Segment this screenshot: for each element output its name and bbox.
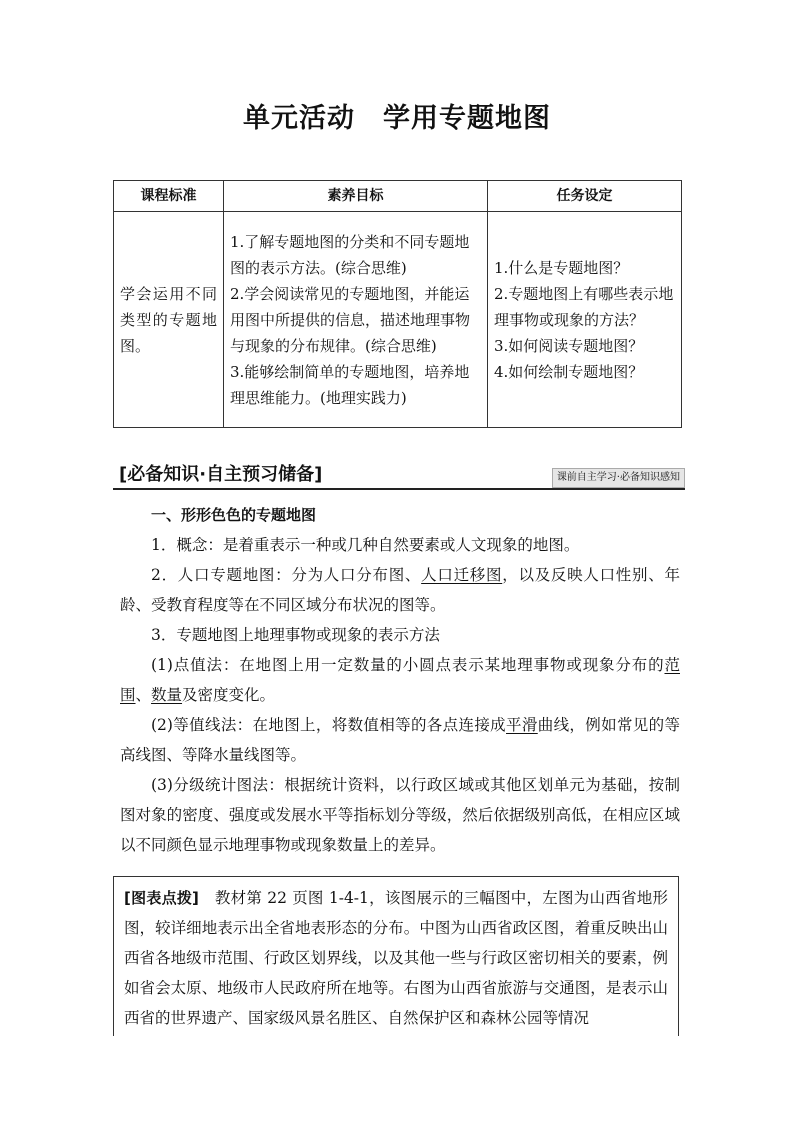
paragraph-dot-method: (1)点值法：在地图上用一定数量的小圆点表示某地理事物或现象分布的范围、数量及密度变化。	[120, 656, 680, 704]
underlined-term: 数量	[151, 686, 183, 704]
table-header-row	[114, 181, 682, 212]
goal-item: 3.能够绘制简单的专题地图，培养地理思维能力。(地理实践力)	[230, 362, 470, 407]
chart-tip-box	[113, 876, 679, 1036]
underlined-term: 范围	[120, 656, 680, 704]
table-row	[114, 212, 682, 428]
paragraph-isoline-method: (2)等值线法：在地图上，将数值相等的各点连接成平滑曲线，例如常见的等高线图、等降水量线图等。	[120, 716, 680, 764]
header-tasks: 任务设定	[488, 181, 682, 212]
tip-label: [图表点拨]	[124, 889, 199, 907]
paragraph-choropleth-method: (3)分级统计图法：根据统计资料，以行政区域或其他区划单元为基础，按制图对象的密度、强度或发展水平等指标划分等级，然后依据级别高低，在相应区域以不同颜色显示地理事物或现象数量上的差异。	[120, 776, 680, 854]
header-goals: 素养目标	[224, 181, 488, 212]
section-header	[113, 458, 685, 490]
heading-1: 一、形形色色的专题地图	[151, 506, 317, 524]
title-part-2: 学用专题地图	[383, 103, 551, 134]
task-item: 3.如何阅读专题地图？	[494, 336, 644, 355]
task-item: 2.专题地图上有哪些表示地理事物或现象的方法？	[494, 284, 674, 329]
section-tag: 课前自主学习·必备知识感知	[552, 468, 685, 488]
standard-cell: 学会运用不同类型的专题地图。	[114, 212, 224, 428]
goal-item: 2.学会阅读常见的专题地图，并能运用图中所提供的信息，描述地理事物与现象的分布规律。(综合思维)	[230, 284, 471, 355]
section-title: [必备知识·自主预习储备]	[119, 464, 323, 485]
underlined-term: 平滑	[506, 716, 538, 734]
page-title	[0, 96, 794, 135]
task-item: 1.什么是专题地图？	[494, 258, 629, 277]
underlined-term: 人口迁移图	[421, 566, 503, 584]
content-body	[120, 500, 680, 860]
curriculum-table	[113, 180, 682, 428]
title-part-1: 单元活动	[243, 103, 355, 134]
goals-cell	[224, 212, 488, 428]
paragraph-methods-heading: 3．专题地图上地理事物或现象的表示方法	[151, 626, 440, 644]
tasks-cell	[488, 212, 682, 428]
header-standard: 课程标准	[114, 181, 224, 212]
goal-item: 1.了解专题地图的分类和不同专题地图的表示方法。(综合思维)	[230, 232, 470, 277]
task-item: 4.如何绘制专题地图？	[494, 362, 644, 381]
tip-text: 教材第 22 页图 1-4-1，该图展示的三幅图中，左图为山西省地形图，较详细地表示出全省地表形态的分布。中图为山西省政区图，着重反映出山西省各地级市范围、行政区划界线，以及其他一些与行政区密切相关的要素，例如省会太原、地级市人民政府所在地等。右图为山西省旅游与交通图，是表示山西省的世界遗产、国家级风景名胜区、自然保护区和森林公园等情况	[124, 889, 668, 1027]
paragraph-population-map: 2．人口专题地图：分为人口分布图、人口迁移图，以及反映人口性别、年龄、受教育程度等在不同区域分布状况的图等。	[120, 566, 680, 614]
paragraph-concept: 1．概念：是着重表示一种或几种自然要素或人文现象的地图。	[151, 536, 580, 554]
